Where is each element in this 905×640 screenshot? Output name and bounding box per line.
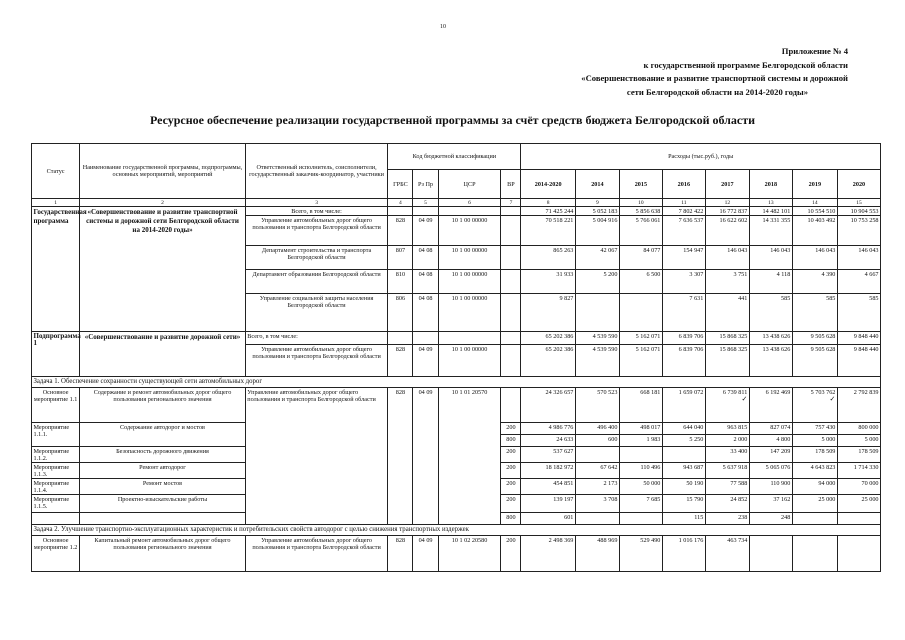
- cell-value: 800 000: [837, 423, 880, 435]
- cell-value: [575, 447, 619, 463]
- cell-value: 84 077: [619, 246, 662, 270]
- cell-value: 5 065 076: [749, 463, 792, 479]
- header-name: Наименование государственной программы, подпрограммы, основных мероприятий, мероприятий: [80, 144, 246, 199]
- cell-value: 5 637 918: [705, 463, 749, 479]
- cell-csr: 10 1 00 00000: [438, 294, 501, 332]
- column-index: 6: [438, 199, 501, 207]
- cell-value-text: 5 703 762: [810, 388, 836, 396]
- cell-value: 865 263: [521, 246, 576, 270]
- column-index: 13: [749, 199, 792, 207]
- row-executor: Управление автомобильных дорог общего пользования и транспорта Белгородской области: [245, 345, 388, 377]
- cell-value: 37 162: [749, 495, 792, 513]
- header-year: 2016: [662, 170, 705, 199]
- cell-value: 31 933: [521, 270, 576, 294]
- cell-value: [749, 536, 792, 572]
- row-status: Государственная программа: [32, 207, 80, 332]
- cell-value: 67 642: [575, 463, 619, 479]
- cell-value: 2 000: [705, 435, 749, 447]
- cell-value: 7 636 537: [662, 216, 705, 246]
- cell-value: 5 200: [575, 270, 619, 294]
- row-executor: Управление автомобильных дорог общего пользования и транспорта Белгородской области: [245, 216, 388, 246]
- header-expenses: Расходы (тыс.руб.), годы: [521, 144, 881, 170]
- cell-value: [792, 536, 837, 572]
- cell-vr: 200: [501, 463, 521, 479]
- header-grbs: ГРБС: [388, 170, 413, 199]
- cell-value: 33 400: [705, 447, 749, 463]
- cell-value: 5 766 061: [619, 216, 662, 246]
- cell-value: 9 848 440: [837, 332, 880, 345]
- cell-value: 146 043: [749, 246, 792, 270]
- cell-value: 110 496: [619, 463, 662, 479]
- cell-value: 4 643 823: [792, 463, 837, 479]
- resource-table: [31, 143, 881, 572]
- cell-vr: 200: [501, 447, 521, 463]
- cell-value: 18 182 972: [521, 463, 576, 479]
- cell-grbs: 828: [388, 345, 413, 377]
- header-csr: ЦСР: [438, 170, 501, 199]
- cell-value: 943 687: [662, 463, 705, 479]
- cell-rzpr: 04 09: [413, 345, 438, 377]
- cell-value: 10 753 258: [837, 216, 880, 246]
- column-index: 10: [619, 199, 662, 207]
- cell-value: 498 017: [619, 423, 662, 435]
- cell-value: 146 043: [705, 246, 749, 270]
- cell-rzpr: 04 08: [413, 270, 438, 294]
- cell-value: 77 588: [705, 479, 749, 495]
- appendix-heading: [468, 45, 848, 99]
- cell-grbs: 828: [388, 536, 413, 572]
- cell-value: 7 631: [662, 294, 705, 332]
- row-name: «Совершенствование и развитие транспортной системы и дорожной сети Белгородской области на 2014-2020 годы»: [80, 207, 246, 332]
- cell-value: 2 173: [575, 479, 619, 495]
- row-executor: Управление автомобильных дорог общего пользования и транспорта Белгородской области: [245, 388, 388, 525]
- page-number: 10: [440, 24, 446, 30]
- row-name: Безопасность дорожного движения: [80, 447, 246, 463]
- cell-value: 3 307: [662, 270, 705, 294]
- table-row: [32, 536, 881, 572]
- cell-grbs: [388, 207, 413, 216]
- cell-value: 110 900: [749, 479, 792, 495]
- cell-grbs: [388, 332, 413, 345]
- row-status: Мероприятие 1.1.4.: [32, 479, 80, 495]
- cell-value: 488 969: [575, 536, 619, 572]
- cell-csr: 10 1 01 20570: [438, 388, 501, 525]
- cell-vr: 200: [501, 423, 521, 435]
- header-year: 2020: [837, 170, 880, 199]
- row-name: Ремонт автодорог: [80, 463, 246, 479]
- cell-value: 570 523: [575, 388, 619, 423]
- cell-value: [662, 447, 705, 463]
- row-executor: Управление социальной защиты населения Белгородской области: [245, 294, 388, 332]
- cell-value: 601: [521, 513, 576, 525]
- cell-value: 585: [749, 294, 792, 332]
- cell-value: 50 000: [619, 479, 662, 495]
- header-year: 2014-2020: [521, 170, 576, 199]
- cell-csr: 10 1 00 00000: [438, 345, 501, 377]
- cell-value: 6 192 469: [749, 388, 792, 423]
- row-name: Ремонт мостов: [80, 479, 246, 495]
- cell-value: 10 904 553: [837, 207, 880, 216]
- row-status: Основное мероприятие 1.1: [32, 388, 80, 423]
- cell-value: 6 839 706: [662, 332, 705, 345]
- cell-value: [705, 388, 749, 423]
- cell-value: 463 734: [705, 536, 749, 572]
- cell-value: 2 498 369: [521, 536, 576, 572]
- cell-value: 24 326 657: [521, 388, 576, 423]
- task-row: [32, 525, 881, 536]
- cell-value: 25 000: [792, 495, 837, 513]
- cell-csr: [438, 207, 501, 216]
- cell-rzpr: 04 09: [413, 536, 438, 572]
- cell-value: 6 839 706: [662, 345, 705, 377]
- row-executor: Всего, в том числе:: [245, 207, 388, 216]
- cell-value: 537 627: [521, 447, 576, 463]
- cell-value: 42 067: [575, 246, 619, 270]
- cell-value: 4 986 776: [521, 423, 576, 435]
- cell-value: 139 197: [521, 495, 576, 513]
- checkmark-icon: ✓: [829, 394, 836, 403]
- cell-grbs: 828: [388, 388, 413, 525]
- cell-vr: [501, 294, 521, 332]
- row-status: Мероприятие 1.1.2.: [32, 447, 80, 463]
- column-index: 9: [575, 199, 619, 207]
- cell-value: 757 430: [792, 423, 837, 435]
- cell-value: 115: [662, 513, 705, 525]
- task-row: [32, 377, 881, 388]
- row-status: Мероприятие 1.1.1.: [32, 423, 80, 447]
- header-year: 2014: [575, 170, 619, 199]
- column-index: 8: [521, 199, 576, 207]
- cell-value: 4 667: [837, 270, 880, 294]
- cell-value: 10 403 492: [792, 216, 837, 246]
- cell-value: 585: [837, 294, 880, 332]
- row-name: Проектно-изыскательские работы: [80, 495, 246, 513]
- cell-value: 9 505 628: [792, 345, 837, 377]
- row-status: Мероприятие 1.1.5.: [32, 495, 80, 513]
- cell-value: [619, 447, 662, 463]
- cell-value: 15 790: [662, 495, 705, 513]
- appendix-line-1: Приложение № 4: [781, 46, 848, 56]
- cell-vr: [501, 270, 521, 294]
- cell-csr: 10 1 00 00000: [438, 246, 501, 270]
- cell-rzpr: 04 09: [413, 388, 438, 525]
- cell-vr: [501, 207, 521, 216]
- cell-vr: 200: [501, 536, 521, 572]
- cell-grbs: 810: [388, 270, 413, 294]
- cell-value: 1 714 330: [837, 463, 880, 479]
- cell-vr: 800: [501, 513, 521, 525]
- cell-value: 65 202 386: [521, 345, 576, 377]
- cell-value: [619, 294, 662, 332]
- cell-value: 154 947: [662, 246, 705, 270]
- cell-value: 146 043: [837, 246, 880, 270]
- cell-value: 13 438 626: [749, 332, 792, 345]
- cell-rzpr: 04 08: [413, 246, 438, 270]
- cell-value: 3 751: [705, 270, 749, 294]
- cell-value: [792, 513, 837, 525]
- header-budget-code: Код бюджетной классификации: [388, 144, 521, 170]
- cell-value: 668 181: [619, 388, 662, 423]
- cell-value: 14 331 355: [749, 216, 792, 246]
- cell-value: 178 509: [792, 447, 837, 463]
- document-title: Ресурсное обеспечение реализации государственной программы за счёт средств бюджета Белгородской области: [149, 113, 756, 127]
- cell-value: 4 539 590: [575, 332, 619, 345]
- cell-value: 5 162 071: [619, 332, 662, 345]
- cell-value: 529 490: [619, 536, 662, 572]
- cell-value: 25 000: [837, 495, 880, 513]
- cell-csr: 10 1 02 20580: [438, 536, 501, 572]
- cell-value: 146 043: [792, 246, 837, 270]
- header-year: 2017: [705, 170, 749, 199]
- cell-value: 9 505 628: [792, 332, 837, 345]
- cell-csr: 10 1 00 00000: [438, 216, 501, 246]
- cell-rzpr: [413, 332, 438, 345]
- cell-value-text: 6 739 811: [722, 388, 748, 396]
- row-status: [32, 513, 80, 525]
- column-index: 1: [32, 199, 80, 207]
- header-rzpr: Рз Пр: [413, 170, 438, 199]
- cell-value: 5 250: [662, 435, 705, 447]
- cell-value: 16 622 602: [705, 216, 749, 246]
- row-name: Содержание автодорог и мостов: [80, 423, 246, 447]
- appendix-line-2: к государственной программе Белгородской области: [643, 59, 848, 70]
- cell-value: 71 425 244: [521, 207, 576, 216]
- header-executor: Ответственный исполнитель, соисполнители, государственный заказчик-координатор, участники: [245, 144, 388, 199]
- cell-value: 50 190: [662, 479, 705, 495]
- cell-vr: [501, 332, 521, 345]
- cell-value: 963 815: [705, 423, 749, 435]
- cell-vr: 200: [501, 479, 521, 495]
- cell-value: 5 162 071: [619, 345, 662, 377]
- cell-value: 178 509: [837, 447, 880, 463]
- row-status: Подпрограмма 1: [32, 332, 80, 377]
- cell-value: 496 400: [575, 423, 619, 435]
- cell-value: 1 016 176: [662, 536, 705, 572]
- row-executor: Всего, в том числе:: [245, 332, 388, 345]
- header-vr: ВР: [501, 170, 521, 199]
- header-status: Статус: [32, 144, 80, 199]
- cell-value: 585: [792, 294, 837, 332]
- row-executor: Департамент образования Белгородской области: [245, 270, 388, 294]
- cell-value: 5 052 183: [575, 207, 619, 216]
- cell-value: [575, 294, 619, 332]
- cell-vr: 800: [501, 435, 521, 447]
- cell-vr: [501, 388, 521, 423]
- column-index: 5: [413, 199, 438, 207]
- cell-value: 4 390: [792, 270, 837, 294]
- cell-value: [619, 513, 662, 525]
- cell-value: [837, 513, 880, 525]
- cell-value: 24 852: [705, 495, 749, 513]
- table-row: [32, 332, 881, 345]
- cell-value: 827 074: [749, 423, 792, 435]
- cell-value: 4 539 590: [575, 345, 619, 377]
- row-executor: Департамент строительства и транспорта Белгородской области: [245, 246, 388, 270]
- cell-value: 4 118: [749, 270, 792, 294]
- row-executor: Управление автомобильных дорог общего пользования и транспорта Белгородской области: [245, 536, 388, 572]
- cell-value: 147 209: [749, 447, 792, 463]
- cell-value: 5 000: [792, 435, 837, 447]
- cell-value: 13 438 626: [749, 345, 792, 377]
- column-index: 14: [792, 199, 837, 207]
- cell-value: 7 802 422: [662, 207, 705, 216]
- column-index: 7: [501, 199, 521, 207]
- cell-value: 248: [749, 513, 792, 525]
- cell-value: 454 851: [521, 479, 576, 495]
- task-2-title: Задача 2. Улучшение транспортно-эксплуатационных характеристик и потребительских свойств автодорог с целью снижения транспортных издержек: [32, 525, 881, 536]
- column-index: 12: [705, 199, 749, 207]
- cell-value: 15 868 325: [705, 345, 749, 377]
- header-year: 2019: [792, 170, 837, 199]
- cell-value: 14 482 101: [749, 207, 792, 216]
- cell-value: [575, 513, 619, 525]
- cell-grbs: 807: [388, 246, 413, 270]
- cell-value: [792, 388, 837, 423]
- column-index: 4: [388, 199, 413, 207]
- header-year: 2018: [749, 170, 792, 199]
- cell-rzpr: 04 08: [413, 294, 438, 332]
- cell-value: 4 800: [749, 435, 792, 447]
- cell-value: 10 554 510: [792, 207, 837, 216]
- row-name: Содержание и ремонт автомобильных дорог общего пользования регионального значения: [80, 388, 246, 423]
- cell-value: [837, 536, 880, 572]
- cell-value: 238: [705, 513, 749, 525]
- cell-value: 9 848 440: [837, 345, 880, 377]
- cell-value: 5 004 916: [575, 216, 619, 246]
- checkmark-icon: ✓: [741, 394, 748, 403]
- cell-vr: [501, 246, 521, 270]
- appendix-line-3: «Совершенствование и развитие транспортной системы и дорожной: [581, 73, 848, 83]
- column-index: 2: [80, 199, 246, 207]
- cell-value: 65 202 386: [521, 332, 576, 345]
- cell-vr: [501, 345, 521, 377]
- cell-value: 16 772 837: [705, 207, 749, 216]
- cell-value: 5 856 638: [619, 207, 662, 216]
- row-status: Мероприятие 1.1.3.: [32, 463, 80, 479]
- column-index: 3: [245, 199, 388, 207]
- table-row: [32, 388, 881, 423]
- cell-grbs: 828: [388, 216, 413, 246]
- cell-value: 3 708: [575, 495, 619, 513]
- cell-value: 2 792 839: [837, 388, 880, 423]
- cell-value: 1 983: [619, 435, 662, 447]
- cell-vr: [501, 216, 521, 246]
- cell-value: 441: [705, 294, 749, 332]
- row-name: Капитальный ремонт автомобильных дорог общего пользования регионального значения: [80, 536, 246, 572]
- column-index: 11: [662, 199, 705, 207]
- cell-value: 1 659 072: [662, 388, 705, 423]
- column-index: 15: [837, 199, 880, 207]
- cell-value: 70 000: [837, 479, 880, 495]
- cell-value: 600: [575, 435, 619, 447]
- cell-value: 5 000: [837, 435, 880, 447]
- task-1-title: Задача 1. Обеспечение сохранности существующей сети автомобильных дорог: [32, 377, 881, 388]
- header-year: 2015: [619, 170, 662, 199]
- table-row: [32, 207, 881, 216]
- row-name: «Совершенствование и развитие дорожной сети»: [80, 332, 246, 377]
- column-index-row: [32, 199, 881, 207]
- appendix-line-4: сети Белгородской области на 2014-2020 годы»: [626, 86, 808, 97]
- cell-value: 6 500: [619, 270, 662, 294]
- cell-value: 94 000: [792, 479, 837, 495]
- cell-rzpr: 04 09: [413, 216, 438, 246]
- cell-rzpr: [413, 207, 438, 216]
- cell-value: 15 868 325: [705, 332, 749, 345]
- row-name: [80, 513, 246, 525]
- cell-value: 70 518 221: [521, 216, 576, 246]
- cell-value: 24 633: [521, 435, 576, 447]
- cell-csr: [438, 332, 501, 345]
- cell-grbs: 806: [388, 294, 413, 332]
- cell-value: 644 040: [662, 423, 705, 435]
- cell-value: 7 685: [619, 495, 662, 513]
- cell-vr: 200: [501, 495, 521, 513]
- cell-csr: 10 1 00 00000: [438, 270, 501, 294]
- row-status: Основное мероприятие 1.2: [32, 536, 80, 572]
- cell-value: 9 827: [521, 294, 576, 332]
